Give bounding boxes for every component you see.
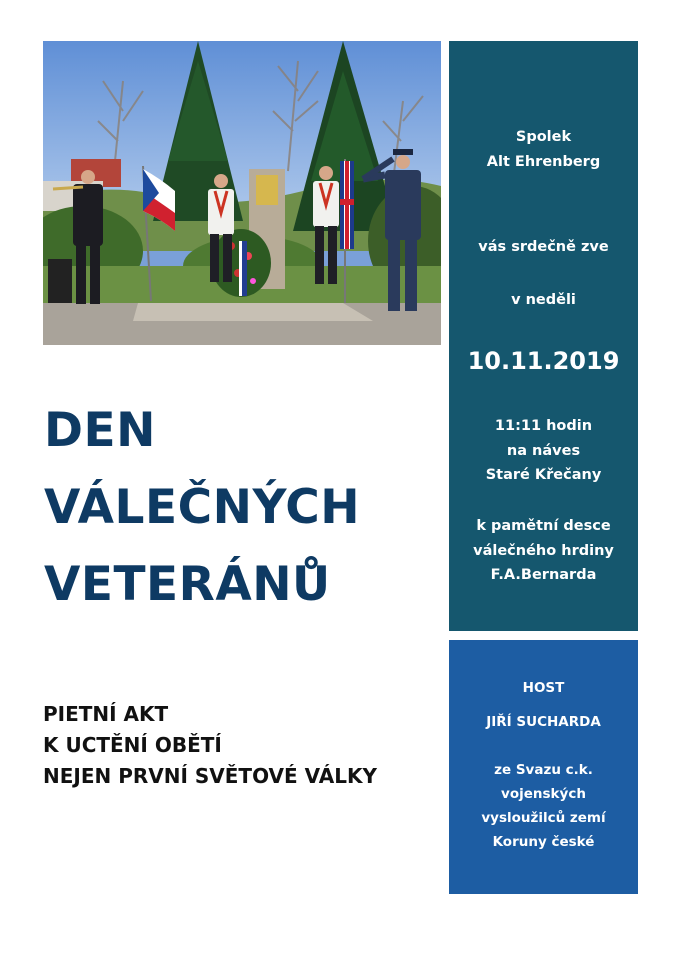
photo-icon <box>43 41 441 345</box>
memorial-line-2: válečného hrdiny <box>473 542 614 559</box>
organizer <box>449 125 638 174</box>
guest-org-line-2: vojenských <box>501 786 586 802</box>
organizer-line-2: Alt Ehrenberg <box>486 153 601 170</box>
event-time: 11:11 hodin <box>494 418 593 434</box>
subtitle-line-2: K UCTĚNÍ OBĚTÍ <box>43 733 222 757</box>
event-day: v neděli <box>511 292 576 308</box>
event-time-place <box>449 414 638 488</box>
guest-org-line-1: ze Svazu c.k. <box>494 762 593 778</box>
title-line-1: DEN <box>44 403 156 458</box>
event-place-line-2: Staré Křečany <box>485 467 602 483</box>
title-line-3: VETERÁNŮ <box>44 557 331 612</box>
invite-text: vás srdečně zve <box>478 239 609 255</box>
title-line-2: VÁLEČNÝCH <box>44 480 361 535</box>
event-subtitle <box>43 699 443 792</box>
guest-name: JIŘÍ SUCHARDA <box>486 714 601 730</box>
memorial-info <box>449 514 638 588</box>
guest-panel <box>449 640 638 894</box>
memorial-line-1: k pamětní desce <box>476 518 611 534</box>
subtitle-line-3: NEJEN PRVNÍ SVĚTOVÉ VÁLKY <box>43 764 377 788</box>
ceremony-photo <box>43 41 441 345</box>
guest-label: HOST <box>522 680 565 696</box>
guest-org-line-4: Koruny české <box>492 834 595 850</box>
event-place-line-1: na náves <box>506 442 581 459</box>
invitation-panel <box>449 41 638 631</box>
guest-organization <box>449 758 638 854</box>
event-date: 10.11.2019 <box>467 347 620 375</box>
event-title <box>44 392 444 623</box>
subtitle-line-1: PIETNÍ AKT <box>43 702 169 726</box>
organizer-line-1: Spolek <box>515 129 572 145</box>
memorial-line-3: F.A.Bernarda <box>490 567 597 583</box>
guest-org-line-3: vysloužilců zemí <box>481 810 606 826</box>
